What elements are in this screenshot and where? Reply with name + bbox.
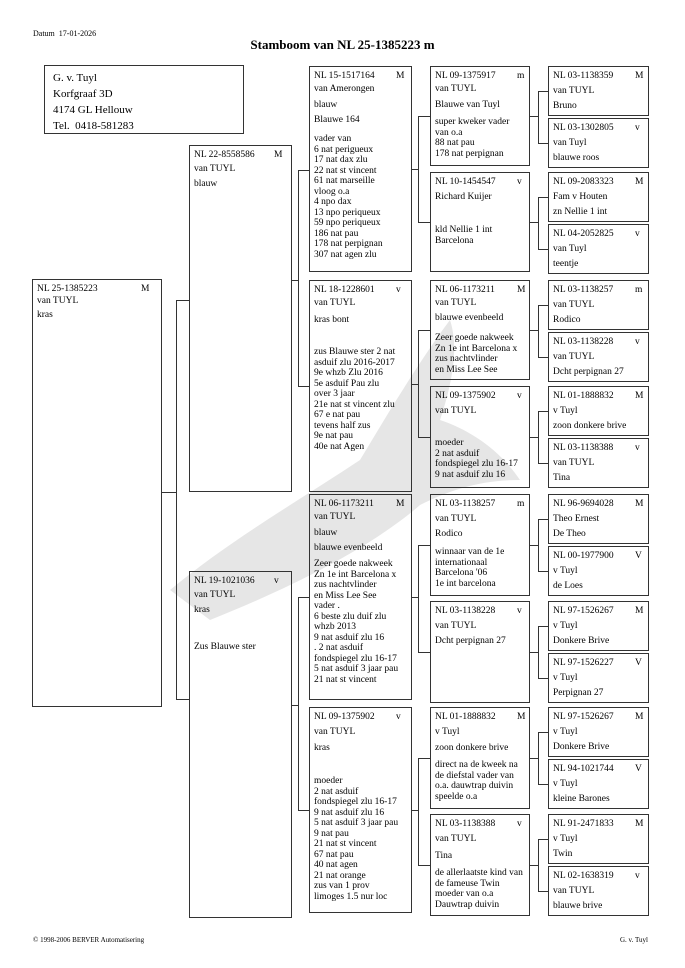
gen2-card-father: [189, 145, 292, 492]
color: blauwe roos: [553, 153, 600, 163]
ring-number: NL 09-1375917: [435, 71, 496, 81]
color: Rodico: [553, 315, 581, 325]
connector-line: [538, 463, 548, 464]
gen5-card-1: [548, 66, 649, 116]
color: kras: [194, 605, 210, 615]
ring-number: NL 25-1385223: [37, 284, 98, 294]
sex: v: [396, 712, 401, 722]
description: moeder 2 nat asduif fondspiegel zlu 16-17 9 nat asduif zlu 16 5 nat asduif 3 jaar pau 9 nat pau 21 nat st vincent 67 nat pau 40 nat agen 21 nat orange zus van 1 prov limoges 1.5 nur loc: [314, 776, 399, 902]
ring-number: NL 04-2052825: [553, 229, 614, 239]
color: blauw: [314, 100, 338, 110]
owner-city: 4174 GL Hellouw: [53, 104, 133, 116]
connector-line: [538, 839, 539, 891]
color: Bruno: [553, 101, 577, 111]
connector-line: [418, 758, 419, 865]
sex: M: [635, 819, 644, 829]
connector-line: [538, 143, 548, 144]
ring-number: NL 01-1888832: [553, 391, 614, 401]
color: Perpignan 27: [553, 688, 604, 698]
color: kras: [314, 743, 330, 753]
ring-number: NL 03-1138228: [553, 337, 614, 347]
connector-line: [538, 305, 539, 357]
sex: M: [396, 499, 405, 509]
color: blauwe evenbeeld: [435, 313, 504, 323]
description: zus Blauwe ster 2 nat asduif zlu 2016-2017 9e whzb Zlu 2016 5e asduif Pau zlu over 3 jaar 21e nat st vincent zlu 67 e nat pau tevens half zus 9e nat pau 40e nat Agen: [314, 347, 396, 452]
connector-line: [538, 197, 539, 249]
connector-line: [418, 758, 430, 759]
connector-line: [538, 91, 539, 143]
sex: V: [635, 764, 642, 774]
color: kleine Barones: [553, 794, 610, 804]
description: Zus Blauwe ster: [194, 642, 256, 652]
sex: m: [517, 499, 525, 509]
connector-line: [418, 437, 430, 438]
ring-number: NL 97-1526227: [553, 658, 614, 668]
sex: M: [274, 150, 283, 160]
owner: van TUYL: [553, 86, 595, 96]
gen2-card-mother: [189, 571, 292, 918]
sex: m: [635, 285, 643, 295]
connector-line: [162, 492, 176, 493]
connector-line: [530, 222, 538, 223]
connector-line: [530, 437, 538, 438]
sex: M: [635, 177, 644, 187]
owner: van TUYL: [435, 84, 477, 94]
owner-street: Korfgraaf 3D: [53, 88, 113, 100]
ring-number: NL 15-1517164: [314, 71, 375, 81]
owner: van Tuyl: [553, 244, 587, 254]
connector-line: [538, 249, 548, 250]
owner: van TUYL: [314, 512, 356, 522]
owner-phone-label: Tel.: [53, 120, 70, 132]
owner: v Tuyl: [553, 834, 578, 844]
ring-number: NL 03-1138257: [435, 499, 496, 509]
owner: van TUYL: [435, 621, 477, 631]
sex: M: [635, 712, 644, 722]
connector-line: [538, 626, 548, 627]
connector-line: [418, 222, 430, 223]
description: Zeer goede nakweek Zn 1e int Barcelona x zus nachtvlinder en Miss Lee See: [435, 333, 518, 375]
owner: Theo Ernest: [553, 514, 600, 524]
color: Donkere Brive: [553, 636, 610, 646]
sex: V: [635, 658, 642, 668]
connector-line: [538, 678, 548, 679]
owner: v Tuyl: [553, 727, 578, 737]
owner: v Tuyl: [553, 621, 578, 631]
color: Dcht perpignan 27: [553, 367, 624, 377]
page-title: Stamboom van NL 25-1385223 m: [250, 37, 435, 52]
owner: van TUYL: [553, 886, 595, 896]
connector-line: [298, 170, 309, 171]
connector-line: [298, 597, 309, 598]
connector-line: [418, 545, 430, 546]
ring-number: NL 01-1888832: [435, 712, 496, 722]
connector-line: [176, 699, 189, 700]
owner: van Tuyl: [553, 138, 587, 148]
gen3-card-2: [309, 280, 412, 492]
gen4-card-4: [430, 386, 530, 488]
connector-line: [530, 116, 538, 117]
gen5-card-7: [548, 386, 649, 436]
owner: van TUYL: [314, 298, 356, 308]
gen5-card-5: [548, 280, 649, 330]
ring-number: NL 09-1375902: [314, 712, 375, 722]
owner: van TUYL: [435, 298, 477, 308]
gen5-card-8: [548, 438, 649, 488]
sex: m: [517, 71, 525, 81]
sex: V: [635, 551, 642, 561]
ring-number: NL 00-1977900: [553, 551, 614, 561]
color: de Loes: [553, 581, 583, 591]
gen5-card-16: [548, 866, 649, 916]
gen4-card-5: [430, 494, 530, 596]
ring-number: NL 22-8558586: [194, 150, 255, 160]
gen3-card-1: [309, 66, 412, 272]
gen4-card-1: [430, 66, 530, 166]
sex: v: [635, 337, 640, 347]
connector-line: [538, 839, 548, 840]
connector-line: [418, 545, 419, 652]
connector-line: [538, 891, 548, 892]
gen4-card-2: [430, 172, 530, 272]
gen4-card-8: [430, 814, 530, 916]
description: winnaar van de 1e internationaal Barcelona '06 1e int barcelona: [435, 547, 505, 589]
sex: M: [141, 284, 150, 294]
owner: Fam v Houten: [553, 192, 608, 202]
sex: M: [396, 71, 405, 81]
connector-line: [538, 519, 548, 520]
connector-line: [298, 810, 309, 811]
color: Tina: [435, 851, 453, 861]
connector-line: [298, 386, 309, 387]
owner: van TUYL: [435, 834, 477, 844]
color: Twin: [553, 849, 573, 859]
description: kld Nellie 1 int Barcelona: [435, 225, 493, 246]
color: kras bont: [314, 315, 350, 325]
connector-line: [538, 519, 539, 571]
color: blauwe brive: [553, 901, 603, 911]
ring-number: NL 06-1173211: [435, 285, 495, 295]
connector-line: [538, 305, 548, 306]
connector-line: [530, 652, 538, 653]
date-label: Datum: [33, 29, 55, 38]
pigeon-name: Blauwe 164: [314, 115, 360, 125]
sex: v: [517, 606, 522, 616]
pigeon-name: blauwe evenbeeld: [314, 543, 383, 553]
footer-copyright: © 1998-2006 BERVER Automatisering: [33, 936, 145, 944]
owner: van TUYL: [553, 352, 595, 362]
sex: v: [635, 123, 640, 133]
connector-line: [418, 330, 430, 331]
owner: Richard Kuijer: [435, 192, 492, 202]
connector-line: [298, 170, 299, 387]
color: blauw: [194, 179, 218, 189]
gen5-card-4: [548, 224, 649, 274]
gen4-card-6: [430, 601, 530, 703]
connector-line: [418, 116, 430, 117]
sex: M: [635, 499, 644, 509]
connector-line: [418, 330, 419, 437]
description: moeder 2 nat asduif fondspiegel zlu 16-17 9 nat asduif zlu 16: [435, 438, 518, 480]
ring-number: NL 96-9694028: [553, 499, 614, 509]
description: de allerlaatste kind van de fameuse Twin moeder van o.a Dauwtrap duivin: [435, 868, 523, 910]
description: direct na de kweek na de diefstal vader van o.a. dauwtrap duivin speelde o.a: [435, 760, 518, 802]
gen5-card-14: [548, 759, 649, 809]
color: zoon donkere brive: [435, 743, 509, 753]
connector-line: [538, 411, 539, 463]
gen5-card-15: [548, 814, 649, 864]
owner: van Amerongen: [314, 84, 375, 94]
gen5-card-11: [548, 601, 649, 651]
sex: v: [274, 576, 279, 586]
connector-line: [538, 784, 548, 785]
gen4-card-7: [430, 707, 530, 809]
gen5-card-6: [548, 332, 649, 382]
sex: M: [517, 712, 526, 722]
owner: v Tuyl: [435, 727, 460, 737]
owner: van TUYL: [37, 296, 79, 306]
owner: van TUYL: [553, 300, 595, 310]
gen5-card-2: [548, 118, 649, 168]
connector-line: [538, 357, 548, 358]
sex: M: [635, 606, 644, 616]
color: Tina: [553, 473, 571, 483]
ring-number: NL 97-1526267: [553, 712, 614, 722]
owner: v Tuyl: [553, 673, 578, 683]
color: blauw: [314, 528, 338, 538]
sex: v: [517, 819, 522, 829]
ring-number: NL 06-1173211: [314, 499, 374, 509]
color: kras: [37, 310, 53, 320]
sex: M: [517, 285, 526, 295]
ring-number: NL 97-1526267: [553, 606, 614, 616]
ring-number: NL 10-1454547: [435, 177, 496, 187]
sex: v: [635, 443, 640, 453]
sex: v: [517, 391, 522, 401]
connector-line: [298, 597, 299, 811]
sex: v: [635, 871, 640, 881]
connector-line: [530, 330, 538, 331]
ring-number: NL 94-1021744: [553, 764, 614, 774]
ring-number: NL 03-1138228: [435, 606, 496, 616]
gen5-card-10: [548, 546, 649, 596]
color: Donkere Brive: [553, 742, 610, 752]
connector-line: [538, 732, 548, 733]
owner: v Tuyl: [553, 566, 578, 576]
connector-line: [418, 652, 430, 653]
connector-line: [176, 300, 177, 700]
connector-line: [538, 732, 539, 784]
ring-number: NL 03-1138388: [435, 819, 496, 829]
ring-number: NL 03-1138257: [553, 285, 614, 295]
owner-phone: [53, 118, 134, 134]
sex: v: [517, 177, 522, 187]
connector-line: [538, 91, 548, 92]
connector-line: [538, 411, 548, 412]
gen5-card-3: [548, 172, 649, 222]
ring-number: NL 18-1228601: [314, 285, 375, 295]
sex: M: [635, 71, 644, 81]
gen5-card-13: [548, 707, 649, 757]
sex: v: [396, 285, 401, 295]
connector-line: [176, 300, 189, 301]
color: zn Nellie 1 int: [553, 207, 608, 217]
owner: van TUYL: [194, 164, 236, 174]
color: zoon donkere brive: [553, 421, 627, 431]
connector-line: [530, 758, 538, 759]
color: Dcht perpignan 27: [435, 636, 506, 646]
owner: van TUYL: [553, 458, 595, 468]
gen5-card-12: [548, 653, 649, 703]
connector-line: [538, 571, 548, 572]
connector-line: [538, 626, 539, 678]
date-value: 17-01-2026: [58, 29, 97, 38]
description: Zeer goede nakweek Zn 1e int Barcelona x zus nachtvlinder en Miss Lee See vader . 6 beste zlu duif zlu whzb 2013 9 nat asduif zlu 16 . 2 nat asduif fondspiegel zlu 16-17 5 nat asduif 3 jaar pau 21 nat st vincent: [314, 559, 399, 685]
color: De Theo: [553, 529, 586, 539]
owner-name: G. v. Tuyl: [53, 72, 97, 84]
owner: van TUYL: [194, 590, 236, 600]
gen5-card-9: [548, 494, 649, 544]
connector-line: [418, 116, 419, 222]
gen3-card-4: [309, 707, 412, 913]
connector-line: [538, 197, 548, 198]
gen3-card-3: [309, 494, 412, 700]
sex: M: [635, 391, 644, 401]
footer-owner: G. v. Tuyl: [620, 936, 648, 944]
gen1-card: [32, 279, 162, 707]
gen4-card-3: [430, 280, 530, 380]
sex: v: [635, 229, 640, 239]
owner: van TUYL: [435, 406, 477, 416]
ring-number: NL 03-1302805: [553, 123, 614, 133]
connector-line: [530, 865, 538, 866]
color: Blauwe van Tuyl: [435, 100, 500, 110]
owner: v Tuyl: [553, 779, 578, 789]
description: super kweker vader van o.a 88 nat pau 178 nat perpignan: [435, 117, 510, 159]
ring-number: NL 03-1138359: [553, 71, 614, 81]
ring-number: NL 91-2471833: [553, 819, 614, 829]
owner: van TUYL: [314, 727, 356, 737]
connector-line: [530, 545, 538, 546]
ring-number: NL 19-1021036: [194, 576, 255, 586]
ring-number: NL 09-2083323: [553, 177, 614, 187]
color: Rodico: [435, 529, 463, 539]
description: vader van 6 nat perigueux 17 nat dax zlu 22 nat st vincent 61 nat marseille vloog o.a 4 npo dax 13 npo periqueux 59 npo periqueux 186 nat pau 178 nat perpignan 307 nat agen zlu: [314, 134, 383, 260]
owner: van TUYL: [435, 514, 477, 524]
ring-number: NL 03-1138388: [553, 443, 614, 453]
owner: v Tuyl: [553, 406, 578, 416]
owner-box: [44, 65, 244, 134]
owner-phone-value: 0418-581283: [75, 120, 134, 132]
connector-line: [418, 865, 430, 866]
ring-number: NL 09-1375902: [435, 391, 496, 401]
color: teentje: [553, 259, 579, 269]
ring-number: NL 02-1638319: [553, 871, 614, 881]
